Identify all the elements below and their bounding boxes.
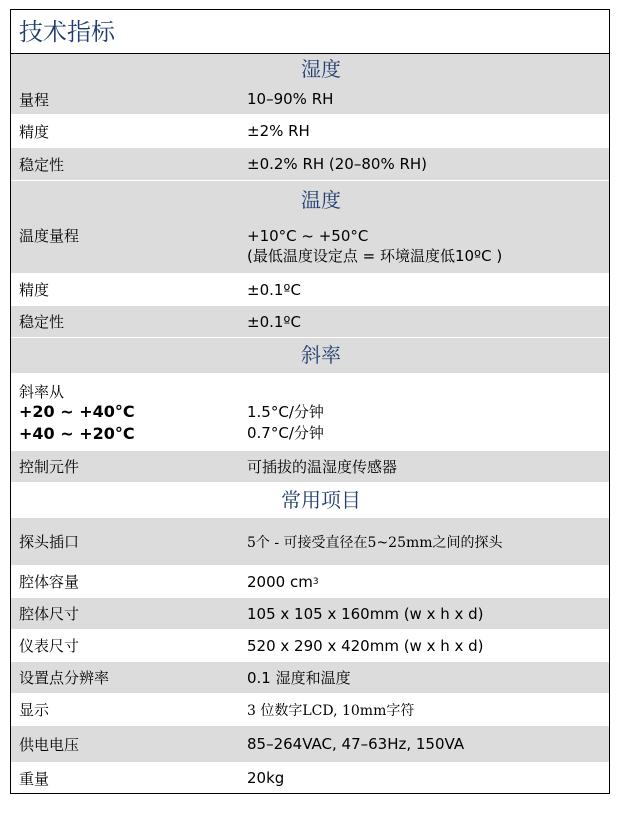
table-row bbox=[11, 598, 609, 630]
row-value: 可插拔的温湿度传感器 bbox=[247, 458, 398, 476]
temperature-range-line-1: +10°C ~ +50°C bbox=[247, 226, 369, 245]
section-slope-heading bbox=[11, 338, 609, 373]
table-row bbox=[11, 662, 609, 694]
row-value: ±2% RH bbox=[247, 122, 310, 140]
row-value: ±0.1ºC bbox=[247, 312, 301, 331]
row-value: ±0.1ºC bbox=[247, 280, 301, 299]
section-general-heading bbox=[11, 483, 609, 518]
page-title: 技术指标 bbox=[11, 10, 609, 54]
table-row bbox=[11, 566, 609, 598]
section-humidity-heading bbox=[11, 54, 609, 84]
section-general-label: 常用项目 bbox=[281, 488, 361, 512]
row-label: 重量 bbox=[19, 769, 50, 788]
row-value bbox=[247, 219, 609, 273]
row-label: 供电电压 bbox=[19, 735, 80, 754]
volume-value: 2000 cm bbox=[247, 572, 313, 591]
row-value: 105 x 105 x 160mm (w x h x d) bbox=[247, 604, 484, 623]
section-slope-label: 斜率 bbox=[301, 343, 341, 367]
table-row bbox=[11, 630, 609, 662]
row-label: 探头插口 bbox=[19, 533, 80, 551]
row-value bbox=[247, 373, 609, 450]
section-temperature-heading bbox=[11, 181, 609, 219]
section-temperature-label: 温度 bbox=[301, 188, 341, 212]
row-label: 腔体容量 bbox=[19, 573, 80, 591]
temperature-range-line-2: (最低温度设定点 = 环境温度低10ºC ) bbox=[247, 246, 503, 265]
table-row bbox=[11, 148, 609, 181]
table-row bbox=[11, 373, 609, 451]
row-value: 10–90% RH bbox=[247, 90, 334, 108]
table-row bbox=[11, 518, 609, 566]
slope-value-1: 1.5°C/分钟 bbox=[247, 402, 324, 421]
slope-value-2: 0.7°C/分钟 bbox=[247, 423, 324, 442]
section-humidity-label: 湿度 bbox=[301, 57, 341, 81]
row-label bbox=[11, 373, 247, 450]
slope-range-2: +40 ~ +20°C bbox=[19, 423, 135, 443]
table-row bbox=[11, 219, 609, 274]
row-label: 精度 bbox=[19, 281, 50, 299]
row-value: 20kg bbox=[247, 769, 285, 787]
table-row bbox=[11, 763, 609, 793]
row-label: 温度量程 bbox=[19, 227, 80, 245]
table-row bbox=[11, 306, 609, 338]
row-value: ±0.2% RH (20–80% RH) bbox=[247, 155, 428, 173]
row-label: 稳定性 bbox=[19, 313, 65, 331]
row-label: 精度 bbox=[19, 122, 50, 141]
row-value: 5个 - 可接受直径在5~25mm之间的探头 bbox=[247, 534, 503, 551]
table-row bbox=[11, 115, 609, 148]
row-label: 控制元件 bbox=[19, 458, 80, 476]
row-value: 520 x 290 x 420mm (w x h x d) bbox=[247, 636, 484, 655]
table-row bbox=[11, 694, 609, 726]
table-row bbox=[11, 451, 609, 483]
volume-unit-exponent: 3 bbox=[312, 576, 319, 587]
row-label: 腔体尺寸 bbox=[19, 605, 80, 623]
table-row bbox=[11, 726, 609, 763]
row-label: 显示 bbox=[19, 701, 50, 719]
table-row bbox=[11, 84, 609, 115]
row-label: 仪表尺寸 bbox=[19, 637, 80, 655]
slope-from-label: 斜率从 bbox=[19, 382, 65, 401]
row-label: 量程 bbox=[19, 90, 50, 109]
row-value: 85–264VAC, 47–63Hz, 150VA bbox=[247, 735, 465, 753]
table-row bbox=[11, 274, 609, 306]
row-value bbox=[247, 566, 609, 597]
slope-range-1: +20 ~ +40°C bbox=[19, 401, 135, 421]
row-label: 设置点分辨率 bbox=[19, 669, 110, 687]
row-value: 0.1 湿度和温度 bbox=[247, 669, 351, 687]
spec-table bbox=[10, 9, 610, 794]
row-label: 稳定性 bbox=[19, 155, 65, 174]
row-value: 3 位数字LCD, 10mm字符 bbox=[247, 702, 415, 719]
